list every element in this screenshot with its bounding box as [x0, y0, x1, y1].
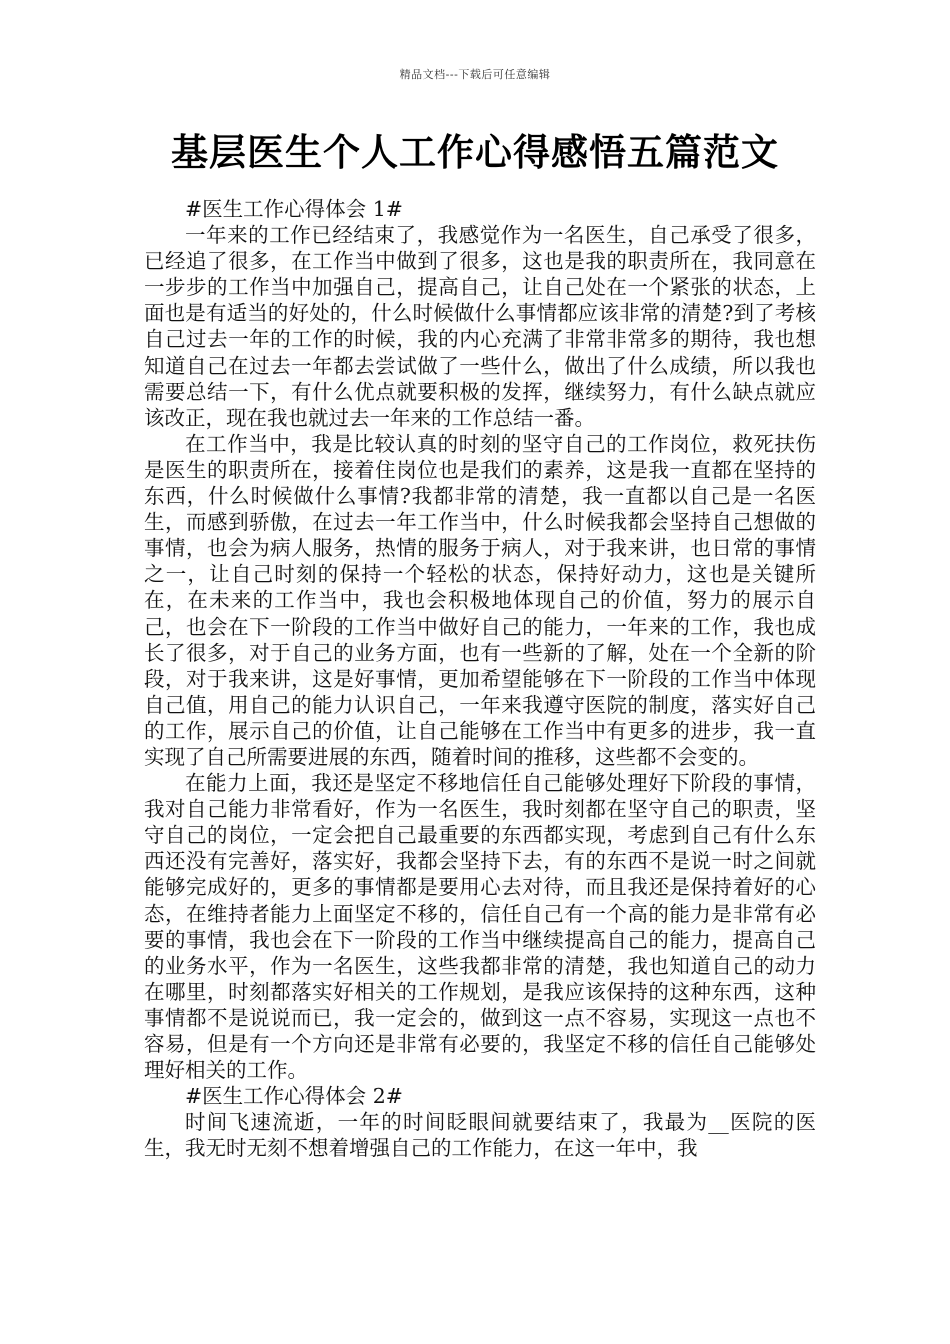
section-heading-2: #医生工作心得体会 2# [185, 1084, 403, 1109]
paragraph-1: 一年来的工作已经结束了，我感觉作为一名医生，自己承受了很多，已经追了很多，在工作当中做到了很多，这也是我的职责所在，我同意在一步步的工作当中加强自己，提高自己，让自己处在一个紧张的状态，上面也是有适当的好处的，什么时候做什么事情都应该非常的清楚?到了考核自己过去一年的工作的时候，我的内心充满了非常非常多的期待，我也想知道自己在过去一年都去尝试做了一些什么，做出了什么成绩，所以我也需要总结一下，有什么优点就要积极的发挥，继续努力，有什么缺点就应该改正，现在我也就过去一年来的工作总结一番。 [144, 223, 816, 430]
paragraph-3: 在能力上面，我还是坚定不移地信任自己能够处理好下阶段的事情，我对自己能力非常看好，作为一名医生，我时刻都在坚守自己的职责，坚守自己的岗位，一定会把自己最重要的东西都实现，考虑到自己有什么东西还没有完善好，落实好，我都会坚持下去，有的东西不是说一时之间就能够完成好的，更多的事情都是要用心去对待，而且我还是保持着好的心态，在维持者能力上面坚定不移的，信任自己有一个高的能力是非常有必要的事情，我也会在下一阶段的工作当中继续提高自己的能力，提高自己的业务水平，作为一名医生，这些我都非常的清楚，我也知道自己的动力在哪里，时刻都落实好相关的工作规划，是我应该保持的这种东西，这种事情都不是说说而已，我一定会的，做到这一点不容易，实现这一点也不容易，但是有一个方向还是非常有必要的，我坚定不移的信任自己能够处理好相关的工作。 [144, 771, 816, 1083]
paragraph-2: 在工作当中，我是比较认真的时刻的坚守自己的工作岗位，救死扶伤是医生的职责所在，接着住岗位也是我们的素养，这是我一直都在坚持的东西，什么时候做什么事情?我都非常的清楚，我一直都以自己是一名医生，而感到骄傲，在过去一年工作当中，什么时候我都会坚持自己想做的事情，也会为病人服务，热情的服务于病人，对于我来讲，也日常的事情之一，让自己时刻的保持一个轻松的状态，保持好动力，这也是关键所在，在未来的工作当中，我也会积极地体现自己的价值，努力的展示自己，也会在下一阶段的工作当中做好自己的能力，一年来的工作，我也成长了很多，对于自己的业务方面，也有一些新的了解，处在一个全新的阶段，对于我来讲，这是好事情，更加希望能够在下一阶段的工作当中体现自己值，用自己的能力认识自己，一年来我遵守医院的制度，落实好自己的工作，展示自己的价值，让自己能够在工作当中有更多的进步，我一直实现了自己所需要进展的东西，随着时间的推移，这些都不会变的。 [144, 431, 816, 769]
section-heading-1: #医生工作心得体会 1# [185, 197, 403, 221]
document-title: 基层医生个人工作心得感悟五篇范文 [171, 131, 779, 174]
document-body [144, 196, 816, 1161]
header-note: 精品文档---下载后可任意编辑 [399, 68, 551, 81]
paragraph-4: 时间飞速流逝，一年的时间眨眼间就要结束了，我最为__医院的医生，我无时无刻不想着增强自己的工作能力，在这一年中，我 [144, 1110, 816, 1161]
